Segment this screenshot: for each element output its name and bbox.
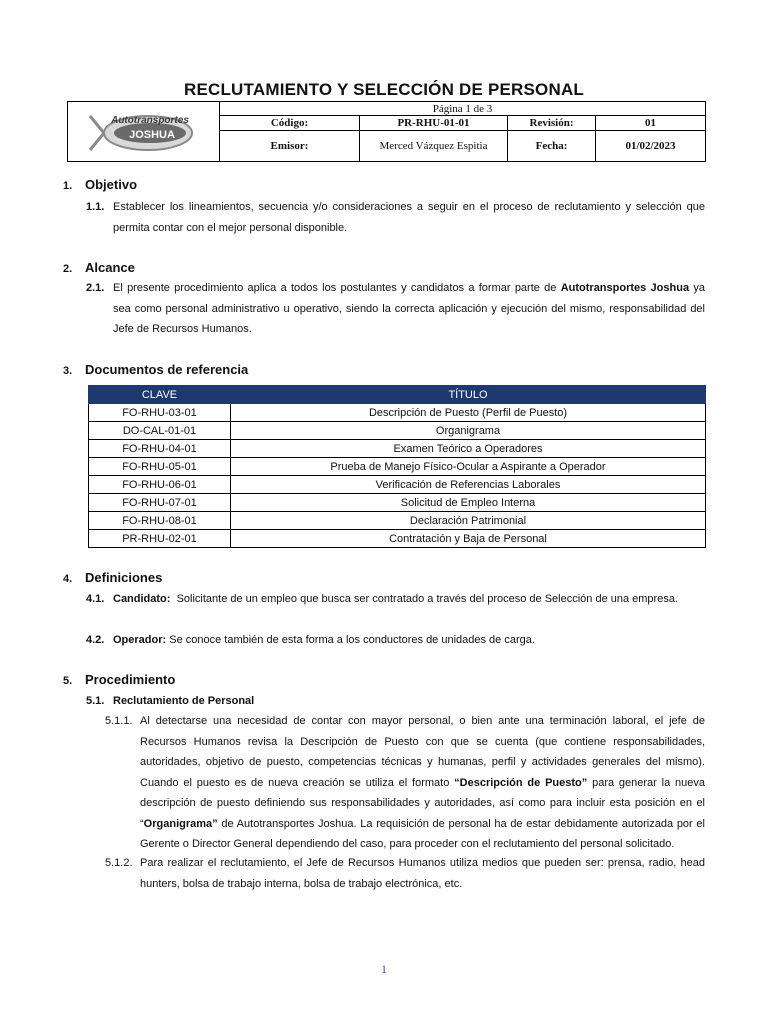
cell-clave: DO-CAL-01-01 — [89, 422, 231, 440]
cell-clave: FO-RHU-07-01 — [89, 494, 231, 512]
cell-titulo: Prueba de Manejo Físico-Ocular a Aspirante a Operador — [231, 458, 706, 476]
company-logo — [68, 102, 220, 162]
codigo-value: PR-RHU-01-01 — [360, 116, 508, 131]
table-row — [89, 404, 706, 422]
page-info: Página 1 de 3 — [220, 102, 706, 116]
cell-clave: FO-RHU-04-01 — [89, 440, 231, 458]
emisor-value: Merced Vázquez Espitia — [360, 131, 508, 162]
emisor-label: Emisor: — [220, 131, 360, 162]
cell-clave: FO-RHU-08-01 — [89, 512, 231, 530]
section-title: Documentos de referencia — [85, 362, 249, 377]
section-number: 2. — [63, 263, 73, 275]
page-title: RECLUTAMIENTO Y SELECCIÓN DE PERSONAL — [183, 80, 585, 99]
paragraph-number: 5.1.1. — [105, 715, 133, 727]
cell-titulo: Examen Teórico a Operadores — [231, 440, 706, 458]
section-documentos — [63, 362, 248, 377]
cell-titulo: Declaración Patrimonial — [231, 512, 706, 530]
section-number: 3. — [63, 365, 73, 377]
table-row — [89, 494, 706, 512]
section-definiciones — [63, 570, 162, 585]
page-number: 1 — [381, 962, 387, 976]
document-header-table — [67, 101, 706, 162]
paragraph-2-1: 2.1. El presente procedimiento aplica a todos los postulantes y candidatos a formar parte de Autotransportes Joshua ya sea como personal administrativo u operativo, siendo la correcta aplicación y ejecución del mismo, responsabilidad del Jefe de Recursos Humanos. — [113, 278, 705, 340]
table-row — [89, 458, 706, 476]
definition-text: Solicitante de un empleo que busca ser contratado a través del proceso de Selección de una empresa. — [176, 593, 679, 605]
paragraph-number: 5.1.2. — [105, 857, 133, 869]
paragraph-number: 1.1. — [86, 201, 105, 213]
paragraph-number: 5.1. — [86, 695, 105, 707]
logo-text-main: JOSHUA — [129, 129, 175, 141]
paragraph-1-1 — [86, 197, 705, 238]
section-title: Procedimiento — [85, 672, 176, 687]
section-procedimiento — [63, 672, 175, 687]
paragraph-5-1-2 — [105, 853, 705, 894]
subsection-title: Reclutamiento de Personal — [113, 695, 255, 707]
paragraph-text: Para realizar el reclutamiento, el Jefe de Recursos Humanos utiliza medios que pueden ser: prensa, radio, head hunters, bolsa de trabajo interna, bolsa de trabajo electrónica, etc. — [140, 857, 705, 890]
codigo-label: Código: — [220, 116, 360, 131]
table-row — [89, 530, 706, 548]
revision-label: Revisión: — [508, 116, 596, 131]
cell-titulo: Contratación y Baja de Personal — [231, 530, 706, 548]
section-title: Objetivo — [85, 177, 138, 192]
logo-text-top: Autotransportes — [111, 115, 189, 126]
reference-documents-table — [88, 385, 706, 548]
cell-clave: PR-RHU-02-01 — [89, 530, 231, 548]
cell-titulo: Descripción de Puesto (Perfil de Puesto) — [231, 404, 706, 422]
paragraph-text: Establecer los lineamientos, secuencia y/o consideraciones a seguir en el proceso de reclutamiento y selección que permita contar con el mejor personal disponible. — [113, 201, 705, 234]
definition-term: Candidato: — [113, 593, 171, 605]
fecha-value: 01/02/2023 — [596, 131, 706, 162]
definition-operador — [86, 630, 705, 651]
cell-clave: FO-RHU-06-01 — [89, 476, 231, 494]
definition-text: Se conoce también de esta forma a los conductores de unidades de carga. — [169, 634, 535, 646]
table-row — [89, 512, 706, 530]
section-number: 1. — [63, 180, 73, 192]
section-objetivo — [63, 177, 137, 192]
company-name: Autotransportes Joshua — [560, 282, 690, 294]
cell-titulo: Verificación de Referencias Laborales — [231, 476, 706, 494]
table-row — [89, 422, 706, 440]
section-alcance — [63, 260, 135, 275]
section-title: Alcance — [85, 260, 135, 275]
definition-term: Operador: — [113, 634, 167, 646]
section-title: Definiciones — [85, 570, 163, 585]
cell-clave: FO-RHU-05-01 — [89, 458, 231, 476]
table-row — [89, 440, 706, 458]
paragraph-number: 4.1. — [86, 593, 105, 605]
paragraph-number: 2.1. — [86, 282, 105, 294]
cell-titulo: Organigrama — [231, 422, 706, 440]
section-number: 4. — [63, 573, 73, 585]
cell-clave: FO-RHU-03-01 — [89, 404, 231, 422]
cell-titulo: Solicitud de Empleo Interna — [231, 494, 706, 512]
table-row — [89, 476, 706, 494]
paragraph-5-1-1: 5.1.1. Al detectarse una necesidad de contar con mayor personal, o bien ante una terminación laboral, el jefe de Recursos Humanos revisa la Descripción de Puesto con que se cuenta (que contiene responsabilidades, autoridades, objetivo de puesto, competencias técnicas y humanas, perfil y actividades generales del mismo). Cuando el puesto es de nueva creación se utiliza el formato “Descripción de Puesto” para generar la nueva descripción de puesto definiendo sus responsabilidades y autoridades, así como para incluir esta posición en el “Organigrama” de Autotransportes Joshua. La requisición de personal ha de estar debidamente autorizada por el Gerente o Director General dependiendo del caso, para proceder con el reclutamiento del personal solicitado. — [140, 711, 705, 855]
fecha-label: Fecha: — [508, 131, 596, 162]
section-number: 5. — [63, 675, 73, 687]
definition-candidato — [86, 589, 705, 610]
column-header-titulo: TÍTULO — [231, 386, 706, 404]
column-header-clave: CLAVE — [89, 386, 231, 404]
revision-value: 01 — [596, 116, 706, 131]
paragraph-number: 4.2. — [86, 634, 105, 646]
subsection-5-1 — [86, 691, 705, 712]
